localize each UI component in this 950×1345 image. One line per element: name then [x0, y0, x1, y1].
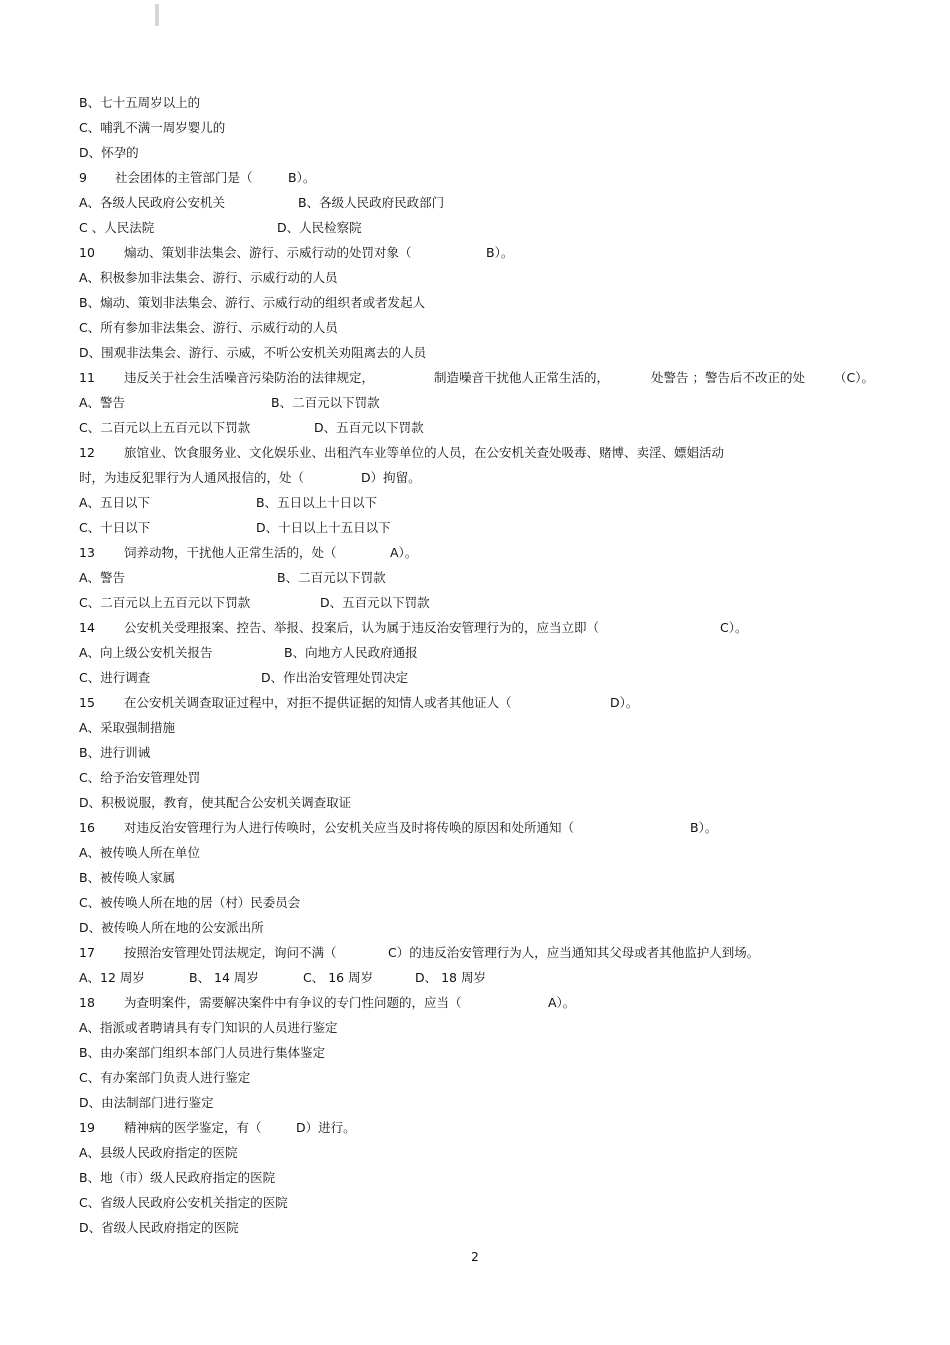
- text-segment: （C）。: [834, 370, 874, 385]
- text-segment: A、警告: [79, 395, 126, 410]
- text-segment: D、十日以上十五日以下: [256, 520, 391, 535]
- text-segment: 18: [79, 995, 95, 1010]
- text-segment: C）。: [720, 620, 748, 635]
- text-segment: 按照治安管理处罚法规定，询问不满（: [124, 945, 337, 960]
- text-segment: C、哺乳不满一周岁婴儿的: [79, 120, 226, 135]
- text-line: [79, 115, 899, 140]
- text-segment: 饲养动物，干扰他人正常生活的，处（: [124, 545, 337, 560]
- text-line: [79, 340, 899, 365]
- text-line: [79, 365, 899, 390]
- text-segment: A、五日以下: [79, 495, 151, 510]
- text-segment: 精神病的医学鉴定，有（: [124, 1120, 262, 1135]
- text-segment: B、各级人民政府民政部门: [298, 195, 445, 210]
- text-line: [79, 715, 899, 740]
- text-segment: C、省级人民政府公安机关指定的医院: [79, 1195, 288, 1210]
- text-line: [79, 765, 899, 790]
- text-line: [79, 190, 899, 215]
- text-line: [79, 940, 899, 965]
- text-segment: C、 16 周岁: [303, 970, 374, 985]
- text-line: [79, 690, 899, 715]
- text-segment: C、二百元以上五百元以下罚款: [79, 595, 251, 610]
- text-segment: D、五百元以下罚款: [320, 595, 430, 610]
- text-segment: D、积极说服，教育，使其配合公安机关调查取证: [79, 795, 352, 810]
- text-segment: 13: [79, 545, 95, 560]
- text-line: [79, 1215, 899, 1240]
- text-segment: C 、人民法院: [79, 220, 155, 235]
- text-segment: A、各级人民政府公安机关: [79, 195, 226, 210]
- text-segment: 时，为违反犯罪行为人通风报信的，处（: [79, 470, 305, 485]
- text-segment: 社会团体的主管部门是（: [115, 170, 253, 185]
- text-line: [79, 290, 899, 315]
- text-segment: 19: [79, 1120, 95, 1135]
- text-line: [79, 540, 899, 565]
- question-list: [79, 90, 899, 1240]
- text-segment: B、 14 周岁: [189, 970, 259, 985]
- text-segment: A）。: [548, 995, 576, 1010]
- text-line: [79, 590, 899, 615]
- text-line: [79, 415, 899, 440]
- text-line: [79, 990, 899, 1015]
- text-segment: D）。: [610, 695, 639, 710]
- text-segment: D、作出治安管理处罚决定: [261, 670, 409, 685]
- text-segment: A、积极参加非法集会、游行、示威行动的人员: [79, 270, 338, 285]
- text-line: [79, 140, 899, 165]
- text-segment: D、怀孕的: [79, 145, 139, 160]
- text-segment: 10: [79, 245, 95, 260]
- text-segment: D、人民检察院: [277, 220, 362, 235]
- text-line: [79, 240, 899, 265]
- text-segment: A）。: [390, 545, 418, 560]
- text-line: [79, 840, 899, 865]
- text-segment: B、五日以上十日以下: [256, 495, 378, 510]
- text-line: [79, 915, 899, 940]
- text-segment: 17: [79, 945, 95, 960]
- scan-mark: [155, 4, 159, 26]
- text-line: [79, 490, 899, 515]
- text-segment: 煽动、策划非法集会、游行、示威行动的处罚对象（: [124, 245, 412, 260]
- text-segment: A、12 周岁: [79, 970, 145, 985]
- text-segment: D）进行。: [296, 1120, 356, 1135]
- text-segment: C、被传唤人所在地的居（村）民委员会: [79, 895, 301, 910]
- text-segment: B、七十五周岁以上的: [79, 95, 201, 110]
- text-segment: 旅馆业、饮食服务业、文化娱乐业、出租汽车业等单位的人员，在公安机关查处吸毒、赌博、卖淫、嫖娼活动: [124, 445, 725, 460]
- text-line: [79, 1040, 899, 1065]
- text-segment: 12: [79, 445, 95, 460]
- text-segment: B）。: [690, 820, 718, 835]
- text-segment: 16: [79, 820, 95, 835]
- text-line: [79, 165, 899, 190]
- text-line: [79, 465, 899, 490]
- text-line: [79, 890, 899, 915]
- text-segment: 制造噪音干扰他人正常生活的，: [434, 370, 610, 385]
- text-segment: D）拘留。: [361, 470, 421, 485]
- text-segment: C、给予治安管理处罚: [79, 770, 201, 785]
- text-segment: A、警告: [79, 570, 126, 585]
- text-segment: D、被传唤人所在地的公安派出所: [79, 920, 264, 935]
- text-segment: A、指派或者聘请具有专门知识的人员进行鉴定: [79, 1020, 338, 1035]
- text-line: [79, 315, 899, 340]
- text-line: [79, 1140, 899, 1165]
- text-line: [79, 1190, 899, 1215]
- text-line: [79, 965, 899, 990]
- text-line: [79, 665, 899, 690]
- text-line: [79, 215, 899, 240]
- text-line: [79, 615, 899, 640]
- text-segment: B）。: [288, 170, 316, 185]
- text-segment: B、被传唤人家属: [79, 870, 176, 885]
- text-segment: 对违反治安管理行为人进行传唤时，公安机关应当及时将传唤的原因和处所通知（: [124, 820, 575, 835]
- page-number: 2: [471, 1250, 479, 1264]
- text-line: [79, 865, 899, 890]
- text-segment: A、向上级公安机关报告: [79, 645, 213, 660]
- text-segment: D、由法制部门进行鉴定: [79, 1095, 214, 1110]
- text-segment: 公安机关受理报案、控告、举报、投案后，认为属于违反治安管理行为的，应当立即（: [124, 620, 600, 635]
- text-segment: C、所有参加非法集会、游行、示威行动的人员: [79, 320, 338, 335]
- text-segment: 处警告 ；警告后不改正的处: [651, 370, 805, 385]
- text-segment: B、进行训诫: [79, 745, 151, 760]
- text-line: [79, 740, 899, 765]
- text-segment: 9: [79, 170, 87, 185]
- text-line: [79, 1165, 899, 1190]
- text-segment: 在公安机关调查取证过程中，对拒不提供证据的知情人或者其他证人（: [124, 695, 512, 710]
- text-segment: B、二百元以下罚款: [277, 570, 386, 585]
- text-line: [79, 515, 899, 540]
- text-segment: D、五百元以下罚款: [314, 420, 424, 435]
- text-segment: 违反关于社会生活噪音污染防治的法律规定，: [124, 370, 375, 385]
- text-line: [79, 1090, 899, 1115]
- text-line: [79, 565, 899, 590]
- text-segment: C、二百元以上五百元以下罚款: [79, 420, 251, 435]
- text-segment: 为查明案件，需要解决案件中有争议的专门性问题的，应当（: [124, 995, 462, 1010]
- text-line: [79, 265, 899, 290]
- text-segment: 11: [79, 370, 95, 385]
- text-line: [79, 790, 899, 815]
- text-segment: 14: [79, 620, 95, 635]
- text-segment: D、 18 周岁: [415, 970, 486, 985]
- text-line: [79, 90, 899, 115]
- text-segment: B、向地方人民政府通报: [284, 645, 418, 660]
- text-segment: B、地（市）级人民政府指定的医院: [79, 1170, 276, 1185]
- text-line: [79, 1115, 899, 1140]
- text-segment: B）。: [486, 245, 514, 260]
- text-segment: D、省级人民政府指定的医院: [79, 1220, 239, 1235]
- text-segment: D、围观非法集会、游行、示威，不听公安机关劝阻离去的人员: [79, 345, 427, 360]
- text-line: [79, 815, 899, 840]
- text-segment: C、有办案部门负责人进行鉴定: [79, 1070, 251, 1085]
- text-segment: B、煽动、策划非法集会、游行、示威行动的组织者或者发起人: [79, 295, 426, 310]
- text-line: [79, 440, 899, 465]
- text-segment: C）的违反治安管理行为人，应当通知其父母或者其他监护人到场。: [388, 945, 760, 960]
- text-segment: B、由办案部门组织本部门人员进行集体鉴定: [79, 1045, 326, 1060]
- text-line: [79, 640, 899, 665]
- text-segment: A、采取强制措施: [79, 720, 176, 735]
- text-segment: A、被传唤人所在单位: [79, 845, 201, 860]
- text-segment: B、二百元以下罚款: [271, 395, 380, 410]
- text-segment: A、县级人民政府指定的医院: [79, 1145, 238, 1160]
- text-segment: C、进行调查: [79, 670, 151, 685]
- text-segment: C、十日以下: [79, 520, 151, 535]
- text-line: [79, 1015, 899, 1040]
- text-line: [79, 390, 899, 415]
- text-segment: 15: [79, 695, 95, 710]
- text-line: [79, 1065, 899, 1090]
